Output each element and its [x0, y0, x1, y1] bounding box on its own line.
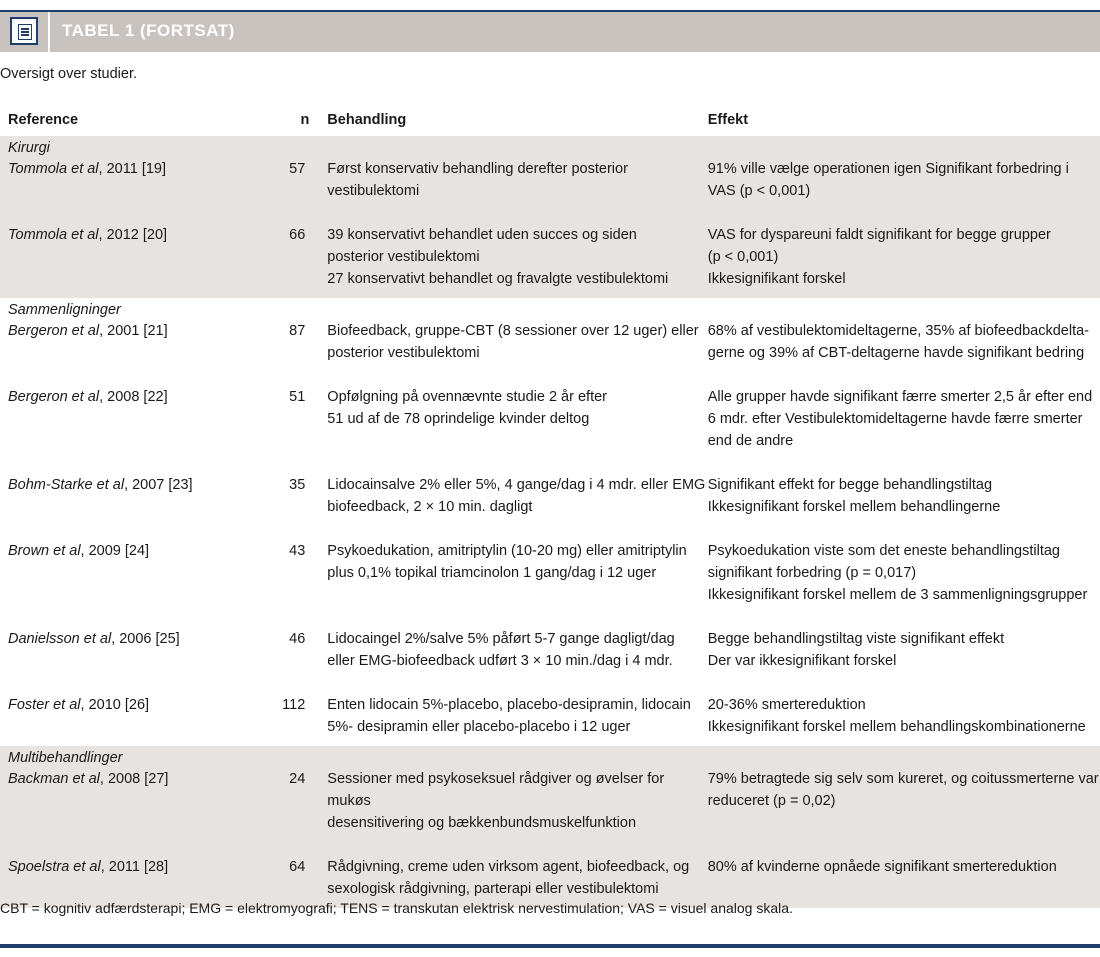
- effect-line: Alle grupper havde signifikant færre smerter 2,5 år efter end: [707, 389, 1093, 405]
- table-row: [0, 768, 1100, 856]
- effect-line: signifikant forbedring (p = 0,017): [707, 565, 917, 581]
- n-cell: 46: [289, 631, 306, 647]
- effect-cell: [708, 694, 1100, 746]
- group-row: [0, 298, 1100, 320]
- treatment-line: Først konservativ behandling derefter posterior: [327, 161, 628, 177]
- effect-line: Signifikant effekt for begge behandlingstiltag: [707, 477, 993, 493]
- treatment-line: posterior vestibulektomi: [327, 249, 480, 265]
- treatment-cell: [327, 386, 707, 474]
- treatment-line: Biofeedback, gruppe-CBT (8 sessioner over 12 uger) eller: [327, 323, 699, 339]
- reference-authors: Bergeron et al: [8, 389, 100, 405]
- reference-cell: [0, 768, 268, 856]
- reference-authors: Backman et al: [8, 771, 100, 787]
- effect-line: 91% ville vælge operationen igen Signifikant forbedring i: [707, 161, 1069, 177]
- effect-line: 20-36% smertereduktion: [707, 697, 866, 713]
- top-spacer: [0, 0, 1100, 8]
- reference-cell: [0, 224, 268, 298]
- treatment-line: plus 0,1% topikal triamcinolon 1 gang/dag i 12 uger: [327, 565, 657, 581]
- table-row: [0, 628, 1100, 694]
- treatment-cell: [327, 320, 707, 386]
- treatment-line: Enten lidocain 5%-placebo, placebo-desipramin, lidocain: [327, 697, 691, 713]
- effect-line: Ikkesignifikant forskel mellem behandlingerne: [707, 499, 1001, 515]
- studies-table: [0, 106, 1100, 908]
- reference-authors: Bergeron et al: [8, 323, 100, 339]
- reference-cell: [0, 158, 268, 224]
- reference-cell: [0, 386, 268, 474]
- col-header-treatment: Behandling: [327, 112, 407, 128]
- effect-line: 79% betragtede sig selv som kureret, og coitussmerterne var: [707, 771, 1099, 787]
- treatment-line: 27 konservativt behandlet og fravalgte vestibulektomi: [327, 271, 669, 287]
- table-head-row: [0, 106, 1100, 136]
- effect-line: (p < 0,001): [707, 249, 779, 265]
- treatment-line: 39 konservativt behandlet uden succes og siden: [327, 227, 637, 243]
- reference-cell: [0, 628, 268, 694]
- reference-cell: [0, 694, 268, 746]
- treatment-cell: [327, 768, 707, 856]
- group-label: Kirurgi: [0, 136, 1100, 158]
- reference-authors: Foster et al: [8, 697, 81, 713]
- effect-cell: [708, 474, 1100, 540]
- effect-cell: [708, 320, 1100, 386]
- table-header-bar: [0, 10, 1100, 52]
- treatment-cell: [327, 224, 707, 298]
- reference-year: , 2006 [25]: [111, 631, 180, 647]
- effect-line: VAS (p < 0,001): [707, 183, 811, 199]
- col-header-effect: Effekt: [707, 112, 749, 128]
- effect-line: Ikkesignifikant forskel mellem de 3 sammenligningsgrupper: [707, 587, 1088, 603]
- effect-line: end de andre: [707, 433, 794, 449]
- table-subtitle: Oversigt over studier.: [0, 66, 137, 82]
- treatment-cell: [327, 540, 707, 628]
- treatment-line: Rådgivning, creme uden virksom agent, biofeedback, og: [327, 859, 690, 875]
- treatment-cell: [327, 628, 707, 694]
- col-header-n: n: [300, 112, 310, 128]
- table-row: [0, 474, 1100, 540]
- treatment-line: eller EMG-biofeedback udført 3 × 10 min./dag i 4 mdr.: [327, 653, 673, 669]
- treatment-cell: [327, 694, 707, 746]
- n-cell: 64: [268, 856, 328, 908]
- treatment-line: Psykoedukation, amitriptylin (10-20 mg) eller amitriptylin: [327, 543, 687, 559]
- reference-authors: Brown et al: [8, 543, 81, 559]
- n-cell: 35: [289, 477, 306, 493]
- table-row: [0, 694, 1100, 746]
- effect-line: VAS for dyspareuni faldt signifikant for begge grupper: [707, 227, 1051, 243]
- treatment-line: posterior vestibulektomi: [327, 345, 480, 361]
- effect-cell: [708, 224, 1100, 298]
- reference-authors: Tommola et al: [8, 161, 99, 177]
- effect-line: reduceret (p = 0,02): [707, 793, 836, 809]
- treatment-line: sexologisk rådgivning, parterapi eller vestibulektomi: [327, 881, 659, 897]
- reference-year: , 2008 [27]: [99, 771, 169, 787]
- reference-year: , 2008 [22]: [99, 389, 168, 405]
- table-row: [0, 540, 1100, 628]
- effect-line: 6 mdr. efter Vestibulektomideltagerne havde færre smerter: [707, 411, 1083, 427]
- reference-year: , 2012 [20]: [98, 227, 168, 243]
- effect-line: Begge behandlingstiltag viste signifikant effekt: [707, 631, 1005, 647]
- effect-line: Psykoedukation viste som det eneste behandlingstiltag: [707, 543, 1060, 559]
- table-footnote: CBT = kognitiv adfærdsterapi; EMG = elektromyografi; TENS = transkutan elektrisk nervestimulation; VAS = visuel analog skala.: [0, 900, 793, 916]
- treatment-cell: [327, 158, 707, 224]
- effect-cell: [708, 386, 1100, 474]
- n-cell: 66: [268, 224, 328, 298]
- effect-line: 80% af kvinderne opnåede signifikant smertereduktion: [707, 859, 1057, 875]
- reference-authors: Bohm-Starke et al: [8, 477, 125, 493]
- reference-cell: [0, 320, 268, 386]
- treatment-line: Sessioner med psykoseksuel rådgiver og øvelser for mukøs: [327, 771, 665, 809]
- reference-authors: Tommola et al: [8, 227, 99, 243]
- table-row: [0, 320, 1100, 386]
- table-title: TABEL 1 (FORTSAT): [62, 21, 235, 40]
- treatment-line: 5%- desipramin eller placebo-placebo i 12 uger: [327, 719, 631, 735]
- treatment-line: Opfølgning på ovennævnte studie 2 år efter: [327, 389, 607, 405]
- reference-cell: [0, 540, 268, 628]
- table-row: [0, 158, 1100, 224]
- document-icon: [10, 17, 38, 45]
- reference-authors: Spoelstra et al: [8, 859, 101, 875]
- group-row: [0, 136, 1100, 158]
- treatment-line: 51 ud af de 78 oprindelige kvinder deltog: [327, 411, 590, 427]
- effect-line: gerne og 39% af CBT-deltagerne havde signifikant bedring: [707, 345, 1085, 361]
- table-body: [0, 136, 1100, 908]
- n-cell: 112: [282, 697, 306, 713]
- reference-year: , 2010 [26]: [80, 697, 150, 713]
- effect-cell: [708, 768, 1100, 856]
- n-cell: 43: [289, 543, 306, 559]
- table-row: [0, 224, 1100, 298]
- reference-year: , 2011 [28]: [100, 859, 169, 875]
- group-label: Multibehandlinger: [0, 746, 1100, 768]
- reference-year: , 2007 [23]: [124, 477, 193, 493]
- group-label: Sammenligninger: [8, 302, 121, 318]
- reference-cell: [0, 474, 268, 540]
- treatment-line: desensitivering og bækkenbundsmuskelfunktion: [327, 815, 637, 831]
- bottom-rule: [0, 944, 1100, 948]
- effect-line: 68% af vestibulektomideltagerne, 35% af biofeedbackdelta-: [707, 323, 1090, 339]
- treatment-line: Lidocaingel 2%/salve 5% påført 5-7 gange dagligt/dag: [327, 631, 675, 647]
- treatment-line: Lidocainsalve 2% eller 5%, 4 gange/dag i 4 mdr. eller EMG: [327, 477, 706, 493]
- n-cell: 51: [289, 389, 306, 405]
- treatment-cell: [327, 474, 707, 540]
- group-row: [0, 746, 1100, 768]
- treatment-line: biofeedback, 2 × 10 min. dagligt: [327, 499, 533, 515]
- n-cell: 24: [268, 768, 328, 856]
- reference-year: , 2009 [24]: [80, 543, 150, 559]
- effect-cell: [708, 628, 1100, 694]
- n-cell: 57: [268, 158, 328, 224]
- effect-line: Ikkesignifikant forskel mellem behandlingskombinationerne: [707, 719, 1086, 735]
- effect-line: Der var ikkesignifikant forskel: [707, 653, 897, 669]
- reference-authors: Danielsson et al: [8, 631, 112, 647]
- effect-cell: [708, 540, 1100, 628]
- n-cell: 87: [289, 323, 306, 339]
- col-header-reference: Reference: [8, 112, 79, 128]
- treatment-line: vestibulektomi: [327, 183, 420, 199]
- effect-cell: [708, 158, 1100, 224]
- reference-year: , 2001 [21]: [99, 323, 168, 339]
- reference-year: , 2011 [19]: [98, 161, 166, 177]
- table-row: [0, 386, 1100, 474]
- effect-line: Ikkesignifikant forskel: [707, 271, 846, 287]
- header-divider: [48, 12, 50, 52]
